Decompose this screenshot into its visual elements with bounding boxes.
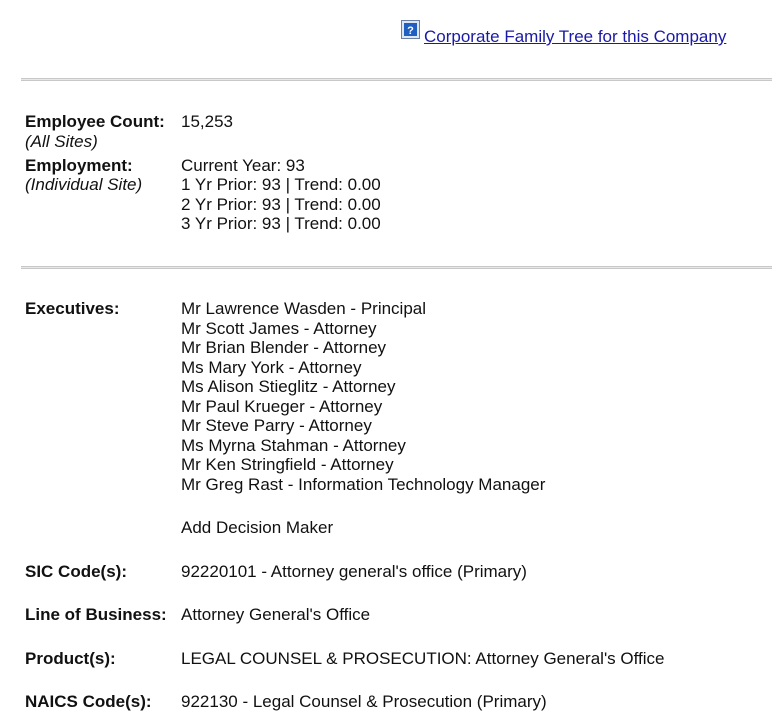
corporate-family-tree-label[interactable]: Corporate Family Tree for this Company [424, 27, 727, 46]
section-divider [21, 266, 772, 269]
employment-line: Current Year: 93 [181, 155, 305, 175]
executive-item: Ms Mary York - Attorney [181, 357, 362, 377]
employment-sublabel: (Individual Site) [25, 175, 143, 194]
products-value: LEGAL COUNSEL & PROSECUTION: Attorney General's Office [181, 649, 665, 668]
family-tree-row [0, 18, 784, 48]
employment-line: 1 Yr Prior: 93 | Trend: 0.00 [181, 175, 381, 194]
line-of-business-value: Attorney General's Office [181, 605, 371, 624]
executive-item: Mr Brian Blender - Attorney [181, 338, 387, 357]
svg-text:?: ? [407, 25, 414, 37]
employment-line: 2 Yr Prior: 93 | Trend: 0.00 [181, 194, 381, 214]
executive-item: Mr Lawrence Wasden - Principal [181, 299, 427, 318]
executives-label: Executives: [25, 299, 120, 318]
executive-item: Mr Greg Rast - Information Technology Manager [181, 474, 546, 494]
employee-count-label: Employee Count: [25, 112, 165, 131]
employee-count-value: 15,253 [181, 112, 233, 131]
sic-value: 92220101 - Attorney general's office (Primary) [181, 562, 527, 581]
executive-item: Mr Scott James - Attorney [181, 318, 377, 338]
corporate-family-tree-link[interactable] [401, 20, 726, 54]
executives-list [181, 299, 545, 494]
executive-item: Ms Alison Stieglitz - Attorney [181, 377, 396, 396]
executive-item: Ms Myrna Stahman - Attorney [181, 435, 406, 455]
naics-value: 922130 - Legal Counsel & Prosecution (Primary) [181, 692, 547, 711]
line-of-business-label: Line of Business: [25, 605, 167, 624]
section-divider [21, 78, 772, 81]
executive-item: Mr Steve Parry - Attorney [181, 416, 372, 435]
sic-label: SIC Code(s): [25, 562, 127, 581]
employment-values [181, 156, 381, 234]
add-decision-maker-button[interactable]: Add Decision Maker [181, 518, 334, 537]
employee-count-sublabel: (All Sites) [25, 131, 98, 151]
executive-item: Mr Ken Stringfield - Attorney [181, 455, 394, 474]
products-label: Product(s): [25, 649, 116, 668]
employment-label: Employment: [25, 155, 133, 175]
naics-label: NAICS Code(s): [25, 692, 152, 711]
help-question-icon[interactable] [401, 20, 420, 39]
executive-item: Mr Paul Krueger - Attorney [181, 396, 383, 416]
employment-line: 3 Yr Prior: 93 | Trend: 0.00 [181, 214, 381, 233]
